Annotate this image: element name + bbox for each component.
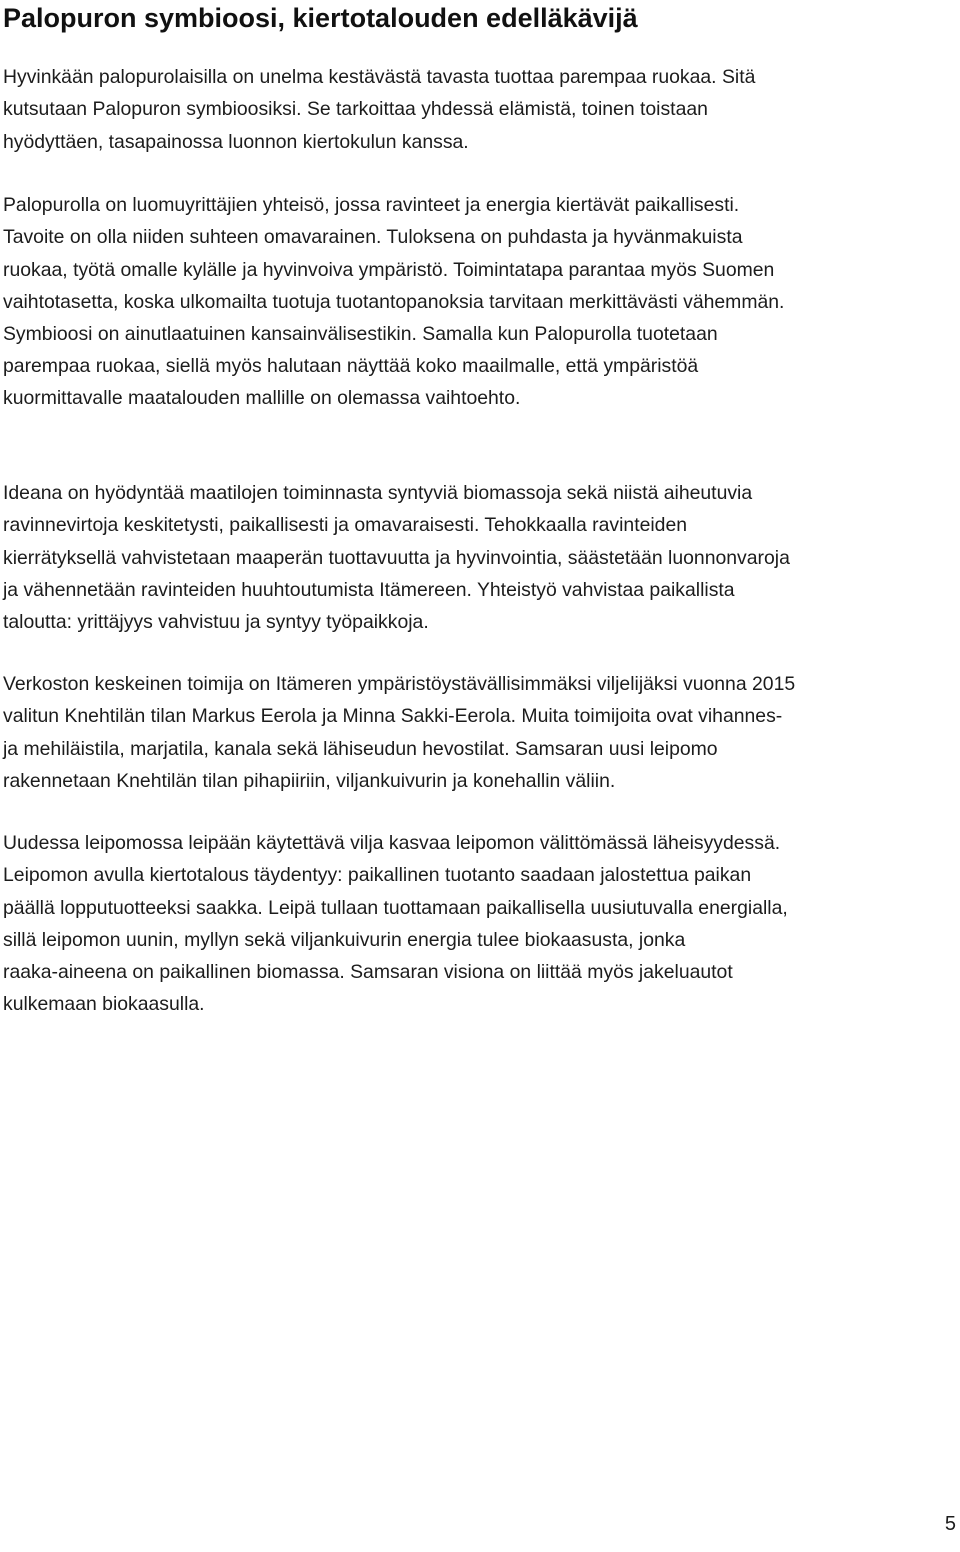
text-line: kutsutaan Palopuron symbioosiksi. Se tarkoittaa yhdessä elämistä, toinen toistaan (3, 98, 708, 121)
text-line: ravinnevirtoja keskitetysti, paikallisesti ja omavaraisesti. Tehokkaalla ravinteiden (3, 514, 688, 537)
text-line: kuormittavalle maatalouden mallille on olemassa vaihtoehto. (3, 387, 521, 410)
text-line: päällä lopputuotteeksi saakka. Leipä tullaan tuottamaan paikallisella uusiutuvalla energialla, (3, 896, 788, 919)
text-line: Hyvinkään palopurolaisilla on unelma kestävästä tavasta tuottaa parempaa ruokaa. Sitä (3, 66, 756, 88)
text-line: taloutta: yrittäjyys vahvistuu ja syntyy työpaikkoja. (3, 611, 429, 634)
text-line: Leipomon avulla kiertotalous täydentyy: paikallinen tuotanto saadaan jalostettua paikan (3, 864, 752, 887)
text-line: Symbioosi on ainutlaatuinen kansainvälisestikin. Samalla kun Palopurolla tuotetaan (3, 323, 718, 346)
text-line: Ideana on hyödyntää maatilojen toiminnasta syntyviä biomassoja sekä niistä aiheutuvia (3, 482, 753, 504)
text-line: Uudessa leipomossa leipään käytettävä vilja kasvaa leipomon välittömässä läheisyydessä. (3, 832, 781, 854)
text-line: Verkoston keskeinen toimija on Itämeren ympäristöystävällisimmäksi viljelijäksi vuonna 2015 (3, 673, 796, 695)
page-number: 5 (944, 1513, 956, 1535)
paragraph-network (3, 668, 958, 797)
text-line: ja vähennetään ravinteiden huuhtoutumista Itämereen. Yhteistyö vahvistaa paikallista (3, 578, 735, 601)
text-line: parempaa ruokaa, siellä myös halutaan näyttää koko maailmalle, että ympäristöä (3, 355, 699, 377)
paragraph-idea (3, 477, 958, 638)
text-line: kulkemaan biokaasulla. (3, 993, 205, 1016)
text-line: ruokaa, työtä omalle kylälle ja hyvinvoiva ympäristö. Toimintatapa parantaa myös Suomen (3, 258, 775, 281)
text-line: kierrätyksellä vahvistetaan maaperän tuottavuutta ja hyvinvointia, säästetään luonnonvaroja (3, 546, 790, 569)
paragraph-bakery (3, 827, 958, 1021)
paragraph-community (3, 189, 958, 350)
text-line: valitun Knehtilän tilan Markus Eerola ja Minna Sakki-Eerola. Muita toimijoita ovat vihannes- (3, 705, 783, 728)
text-line: vaihtotasetta, koska ulkomailta tuotuja tuotantopanoksia tarvitaan merkittävästi vähemmän. (3, 290, 785, 313)
text-line: rakennetaan Knehtilän tilan pihapiiriin, viljankuivurin ja konehallin väliin. (3, 769, 616, 792)
text-line: Palopurolla on luomuyrittäjien yhteisö, jossa ravinteet ja energia kiertävät paikallisesti. (3, 194, 740, 216)
text-line: sillä leipomon uunin, myllyn sekä viljankuivurin energia tulee biokaasusta, jonka (3, 928, 686, 951)
text-line: ja mehiläistila, marjatila, kanala sekä lähiseudun hevostilat. Samsaran uusi leipomo (3, 737, 718, 760)
text-line: Tavoite on olla niiden suhteen omavarainen. Tuloksena on puhdasta ja hyvänmakuista (3, 226, 743, 249)
page-title: Palopuron symbioosi, kiertotalouden edelläkävijä (3, 3, 638, 33)
paragraph-intro (3, 61, 958, 158)
text-line: hyödyttäen, tasapainossa luonnon kiertokulun kanssa. (3, 130, 469, 153)
text-line: raaka-aineena on paikallinen biomassa. Samsaran visiona on liittää myös jakeluautot (3, 961, 733, 984)
paragraph-alternative (3, 350, 958, 415)
